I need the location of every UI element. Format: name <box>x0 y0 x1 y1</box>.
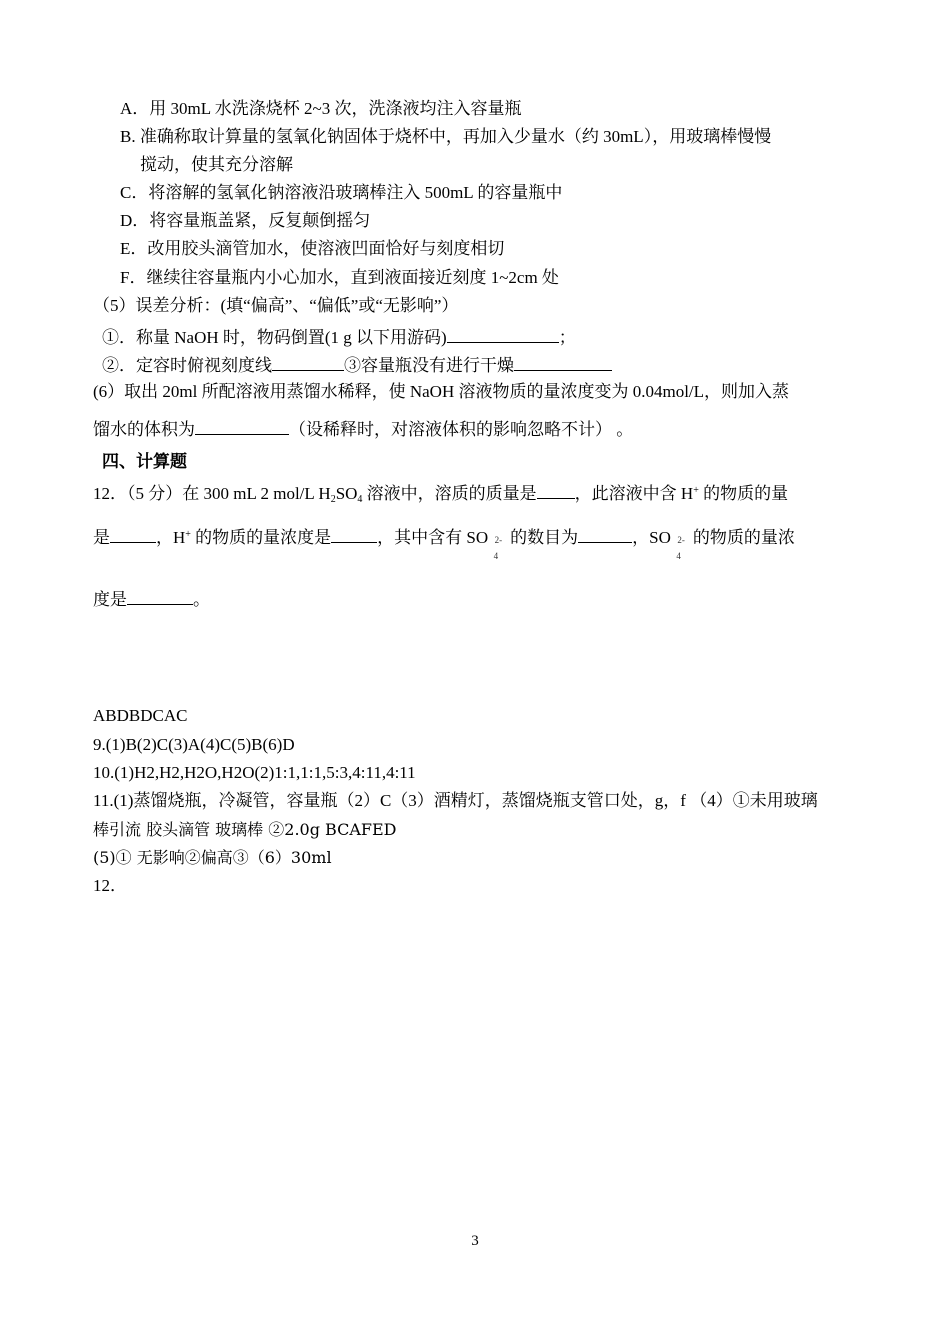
answer-blank[interactable] <box>195 418 289 435</box>
q12-text-b: 溶液中，溶质的质量是 <box>362 484 537 503</box>
step-f: F．继续往容量瓶内小心加水，直到液面接近刻度 1~2cm 处 <box>120 268 559 287</box>
superscript: + <box>693 485 699 496</box>
sulfate-ion <box>377 528 503 561</box>
answer-blank[interactable] <box>578 526 632 543</box>
q5-item-1 <box>102 326 576 348</box>
answer-blank[interactable] <box>127 588 193 605</box>
answer-blank[interactable] <box>514 354 612 371</box>
answer-9: 9.(1)B(2)C(3)A(4)C(5)B(6)D <box>93 735 295 754</box>
q5-item-2-3 <box>102 354 612 376</box>
step-b-line1: B. 准确称取计算量的氢氧化钠固体于烧杯中，再加入少量水（约 30mL），用玻璃棒慢慢 <box>120 127 772 146</box>
subscript: 2 <box>330 494 336 505</box>
q5-item-2-text: ②．定容时俯视刻度线 <box>102 356 272 375</box>
answer-blank[interactable] <box>447 326 559 343</box>
q12-text-l: 度是 <box>93 590 127 609</box>
q6-line1: (6）取出 20ml 所配溶液用蒸馏水稀释，使 NaOH 溶液物质的量浓度变为 0.04mol/L，则加入蒸 <box>93 382 790 401</box>
q12-text-d: 的物质的量 <box>698 484 789 503</box>
step-e: E．改用胶头滴管加水，使溶液凹面恰好与刻度相切 <box>120 239 505 258</box>
q12-line3 <box>93 588 210 610</box>
q12-text-j: ，SO <box>632 528 671 547</box>
q12-text-a: 12．（5 分）在 300 mL 2 mol/L H <box>93 484 331 503</box>
superscript: + <box>185 529 191 540</box>
step-c: C．将溶解的氢氧化钠溶液沿玻璃棒注入 500mL 的容量瓶中 <box>120 183 563 202</box>
answer-11-line3: (5)① 无影响②偏高③（6）30ml <box>93 848 332 867</box>
answer-10: 10.(1)H2,H2,H2O,H2O(2)1:1,1:1,5:3,4:11,4:11 <box>93 763 416 782</box>
answer-11-line1: 11.(1)蒸馏烧瓶，冷凝管，容量瓶（2）C（3）酒精灯，蒸馏烧瓶支管口处，g，f （4）①未用玻璃 <box>93 791 818 810</box>
q12-text-k: 的物质的量浓 <box>692 528 795 547</box>
ion-charge: 2- <box>494 535 503 545</box>
answer-11-line2: 棒引流 胶头滴管 玻璃棒 ②2.0g BCAFED <box>93 820 397 839</box>
ion-subscript: 4 <box>676 551 681 561</box>
step-d: D．将容量瓶盖紧，反复颠倒摇匀 <box>120 211 371 230</box>
q12-line1 <box>93 481 788 510</box>
q6-line2-end: （设稀释时，对溶液体积的影响忽略不计） 。 <box>289 420 634 439</box>
q12-text-c: ，此溶液中含 H <box>574 484 694 503</box>
ion-subscript: 4 <box>493 551 499 561</box>
q5-item-1-text: ①．称量 NaOH 时，物码倒置(1 g 以下用游码) <box>102 328 447 347</box>
step-b-line2: 搅动，使其充分溶解 <box>140 155 293 174</box>
answer-blank[interactable] <box>331 526 377 543</box>
answer-blank[interactable] <box>272 354 344 371</box>
q12-text-e: 是 <box>93 528 110 547</box>
q12-text-so: SO <box>335 484 358 503</box>
q12-text-f: ，H <box>156 528 186 547</box>
step-a: A．用 30mL 水洗涤烧杯 2~3 次，洗涤液均注入容量瓶 <box>120 99 522 118</box>
q12-text-g: 的物质的量浓度是 <box>190 528 332 547</box>
q12-text-m: 。 <box>193 590 210 609</box>
q5-title: （5）误差分析：(填“偏高”、“偏低”或“无影响”） <box>93 296 459 315</box>
q12-text-i: 的数目为 <box>510 528 579 547</box>
subscript: 4 <box>357 494 363 505</box>
q5-item-3-text: ③容量瓶没有进行干燥 <box>344 356 514 375</box>
answer-blank[interactable] <box>110 526 156 543</box>
q12-text-h: ，其中含有 SO <box>377 528 489 547</box>
q6-line2 <box>93 418 633 440</box>
answer-12: 12． <box>93 876 127 895</box>
answer-1-8: ABDBDCAC <box>93 706 188 725</box>
ion-charge: 2- <box>677 535 685 545</box>
q12-line2 <box>93 525 795 561</box>
answer-blank[interactable] <box>537 482 575 499</box>
q6-line2-start: 馏水的体积为 <box>93 420 195 439</box>
q5-item-1-end: ； <box>558 328 576 347</box>
page-number: 3 <box>471 1233 479 1249</box>
sulfate-ion <box>632 528 685 561</box>
section-heading: 四、计算题 <box>102 452 187 471</box>
